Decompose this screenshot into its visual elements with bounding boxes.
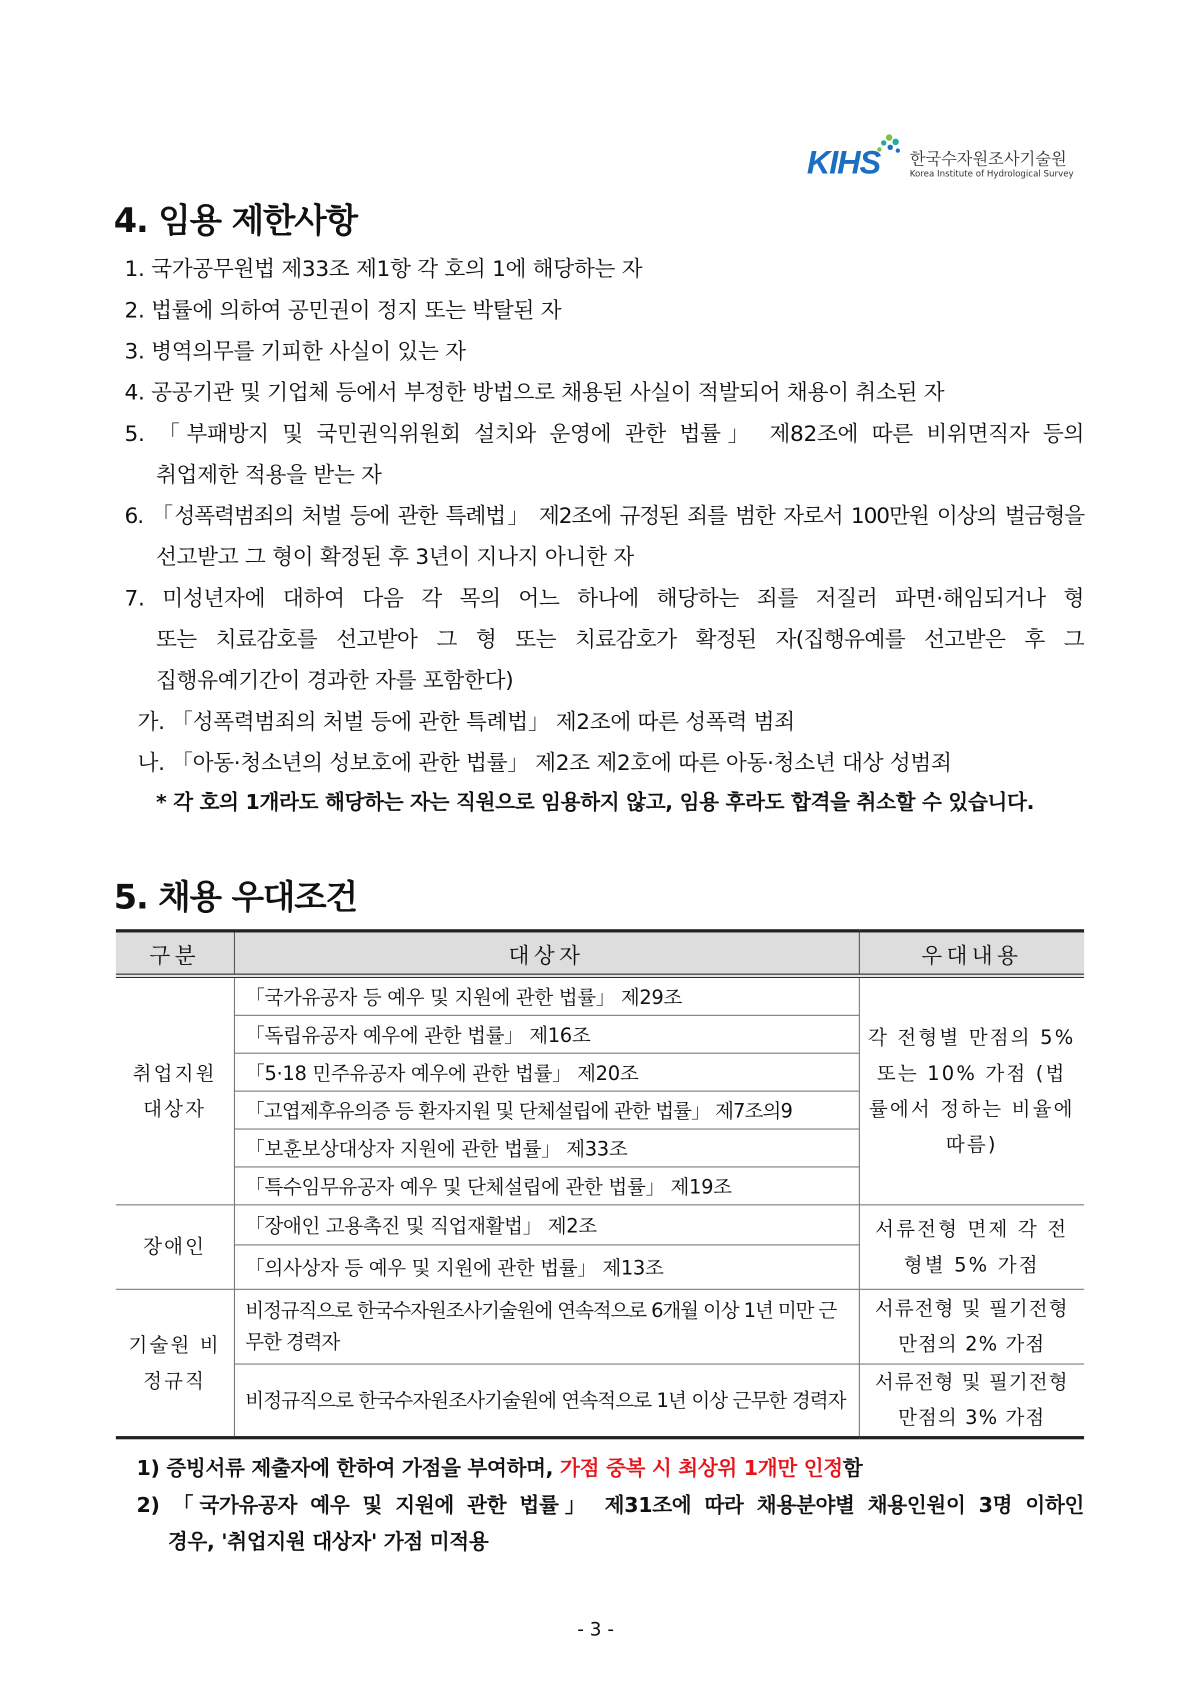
list-item-cont: 집행유예기간이 경과한 자를 포함한다) (155, 667, 514, 694)
list-item-cont: 취업제한 적용을 받는 자 (155, 461, 382, 488)
target-cell: 「5·18 민주유공자 예우에 관한 법률」 제20조 (234, 1053, 859, 1091)
section-4-note: * 각 호의 1개라도 해당하는 자는 직원으로 임용하지 않고, 임용 후라도 합격을 취소할 수 있습니다. (155, 790, 1035, 815)
target-cell: 「의사상자 등 예우 및 지원에 관한 법률」 제13조 (234, 1245, 859, 1289)
sub-item: 가. 「성폭력범죄의 처벌 등에 관한 특례법」 제2조에 따른 성폭력 범죄 (137, 708, 795, 735)
page-number: - 3 - (577, 1619, 615, 1641)
list-item: 2. 법률에 의하여 공민권이 정지 또는 박탈된 자 (124, 296, 562, 323)
section-4-title: 4. 임용 제한사항 (113, 201, 357, 241)
list-item-cont: 선고받고 그 형이 확정된 후 3년이 지나지 아니한 자 (155, 543, 634, 570)
table-row (116, 976, 1084, 1016)
table-note-1 (136, 1452, 862, 1481)
list-item: 3. 병역의무를 기피한 사실이 있는 자 (124, 337, 466, 364)
note-1-highlight: 가점 중복 시 최상위 1개만 인정 (560, 1456, 843, 1481)
category-cell: 장애인 (116, 1205, 234, 1289)
target-cell: 「특수임무유공자 예우 및 단체설립에 관한 법률」 제19조 (234, 1167, 859, 1205)
table-row (116, 1205, 1084, 1245)
header-target: 대상자 (234, 931, 859, 976)
sub-item: 나. 「아동·청소년의 성보호에 관한 법률」 제2조 제2호에 따른 아동·청소년 대상 성범죄 (137, 749, 952, 776)
note-1-suffix: 함 (842, 1456, 863, 1481)
preference-table (116, 929, 1084, 1439)
table-row (116, 1289, 1084, 1364)
target-cell: 「장애인 고용촉진 및 직업재활법」 제2조 (234, 1205, 859, 1245)
note-1-text: 1) 증빙서류 제출자에 한하여 가점을 부여하며, (136, 1456, 561, 1481)
target-cell: 「보훈보상대상자 지원에 관한 법률」 제33조 (234, 1129, 859, 1167)
benefit-cell: 서류전형 및 필기전형 만점의 2% 가점 (859, 1289, 1084, 1364)
target-cell: 비정규직으로 한국수자원조사기술원에 연속적으로 6개월 이상 1년 미만 근무한 경력자 (234, 1289, 859, 1364)
logo-name-en: Korea Institute of Hydrological Survey (909, 168, 1074, 179)
target-cell: 「독립유공자 예우에 관한 법률」 제16조 (234, 1015, 859, 1053)
target-cell: 비정규직으로 한국수자원조사기술원에 연속적으로 1년 이상 근무한 경력자 (234, 1364, 859, 1438)
benefit-cell: 각 전형별 만점의 5% 또는 10% 가점 (법률에서 정하는 비율에 따름) (859, 976, 1084, 1205)
category-cell: 취업지원 대상자 (116, 976, 234, 1205)
kihs-logo (807, 130, 1083, 184)
header-benefit: 우대내용 (859, 931, 1084, 976)
benefit-cell: 서류전형 면제 각 전형별 5% 가점 (859, 1205, 1084, 1289)
benefit-cell: 서류전형 및 필기전형 만점의 3% 가점 (859, 1364, 1084, 1438)
list-item: 5. 「부패방지 및 국민권익위원회 설치와 운영에 관한 법률」 제82조에 따른 비위면직자 등의 (124, 420, 1085, 447)
list-item: 4. 공공기관 및 기업체 등에서 부정한 방법으로 채용된 사실이 적발되어 채용이 취소된 자 (124, 379, 945, 406)
table-note-2-cont: 경우, '취업지원 대상자' 가점 미적용 (167, 1530, 489, 1555)
target-cell: 「고엽제후유의증 등 환자지원 및 단체설립에 관한 법률」 제7조의9 (234, 1091, 859, 1129)
logo-mark: KIHS (806, 145, 881, 181)
table-note-2: 2) 「국가유공자 예우 및 지원에 관한 법률」 제31조에 따라 채용분야별 채용인원이 3명 이하인 (136, 1493, 1085, 1518)
logo-name-ko: 한국수자원조사기술원 (909, 149, 1067, 169)
target-cell: 「국가유공자 등 예우 및 지원에 관한 법률」 제29조 (234, 976, 859, 1016)
list-item: 1. 국가공무원법 제33조 제1항 각 호의 1에 해당하는 자 (124, 255, 643, 282)
list-item: 6. 「성폭력범죄의 처벌 등에 관한 특례법」 제2조에 규정된 죄를 범한 자로서 100만원 이상의 벌금형을 (124, 502, 1085, 529)
table-row (116, 1364, 1084, 1438)
list-item: 7. 미성년자에 대하여 다음 각 목의 어느 하나에 해당하는 죄를 저질러 파면·해임되거나 형 (124, 584, 1085, 611)
section-5-title: 5. 채용 우대조건 (113, 878, 357, 918)
category-cell: 기술원 비정규직 (116, 1289, 234, 1437)
list-item-cont: 또는 치료감호를 선고받아 그 형 또는 치료감호가 확정된 자(집행유예를 선고받은 후 그 (155, 625, 1085, 652)
table-header-row (116, 931, 1084, 976)
header-category: 구분 (116, 931, 234, 976)
